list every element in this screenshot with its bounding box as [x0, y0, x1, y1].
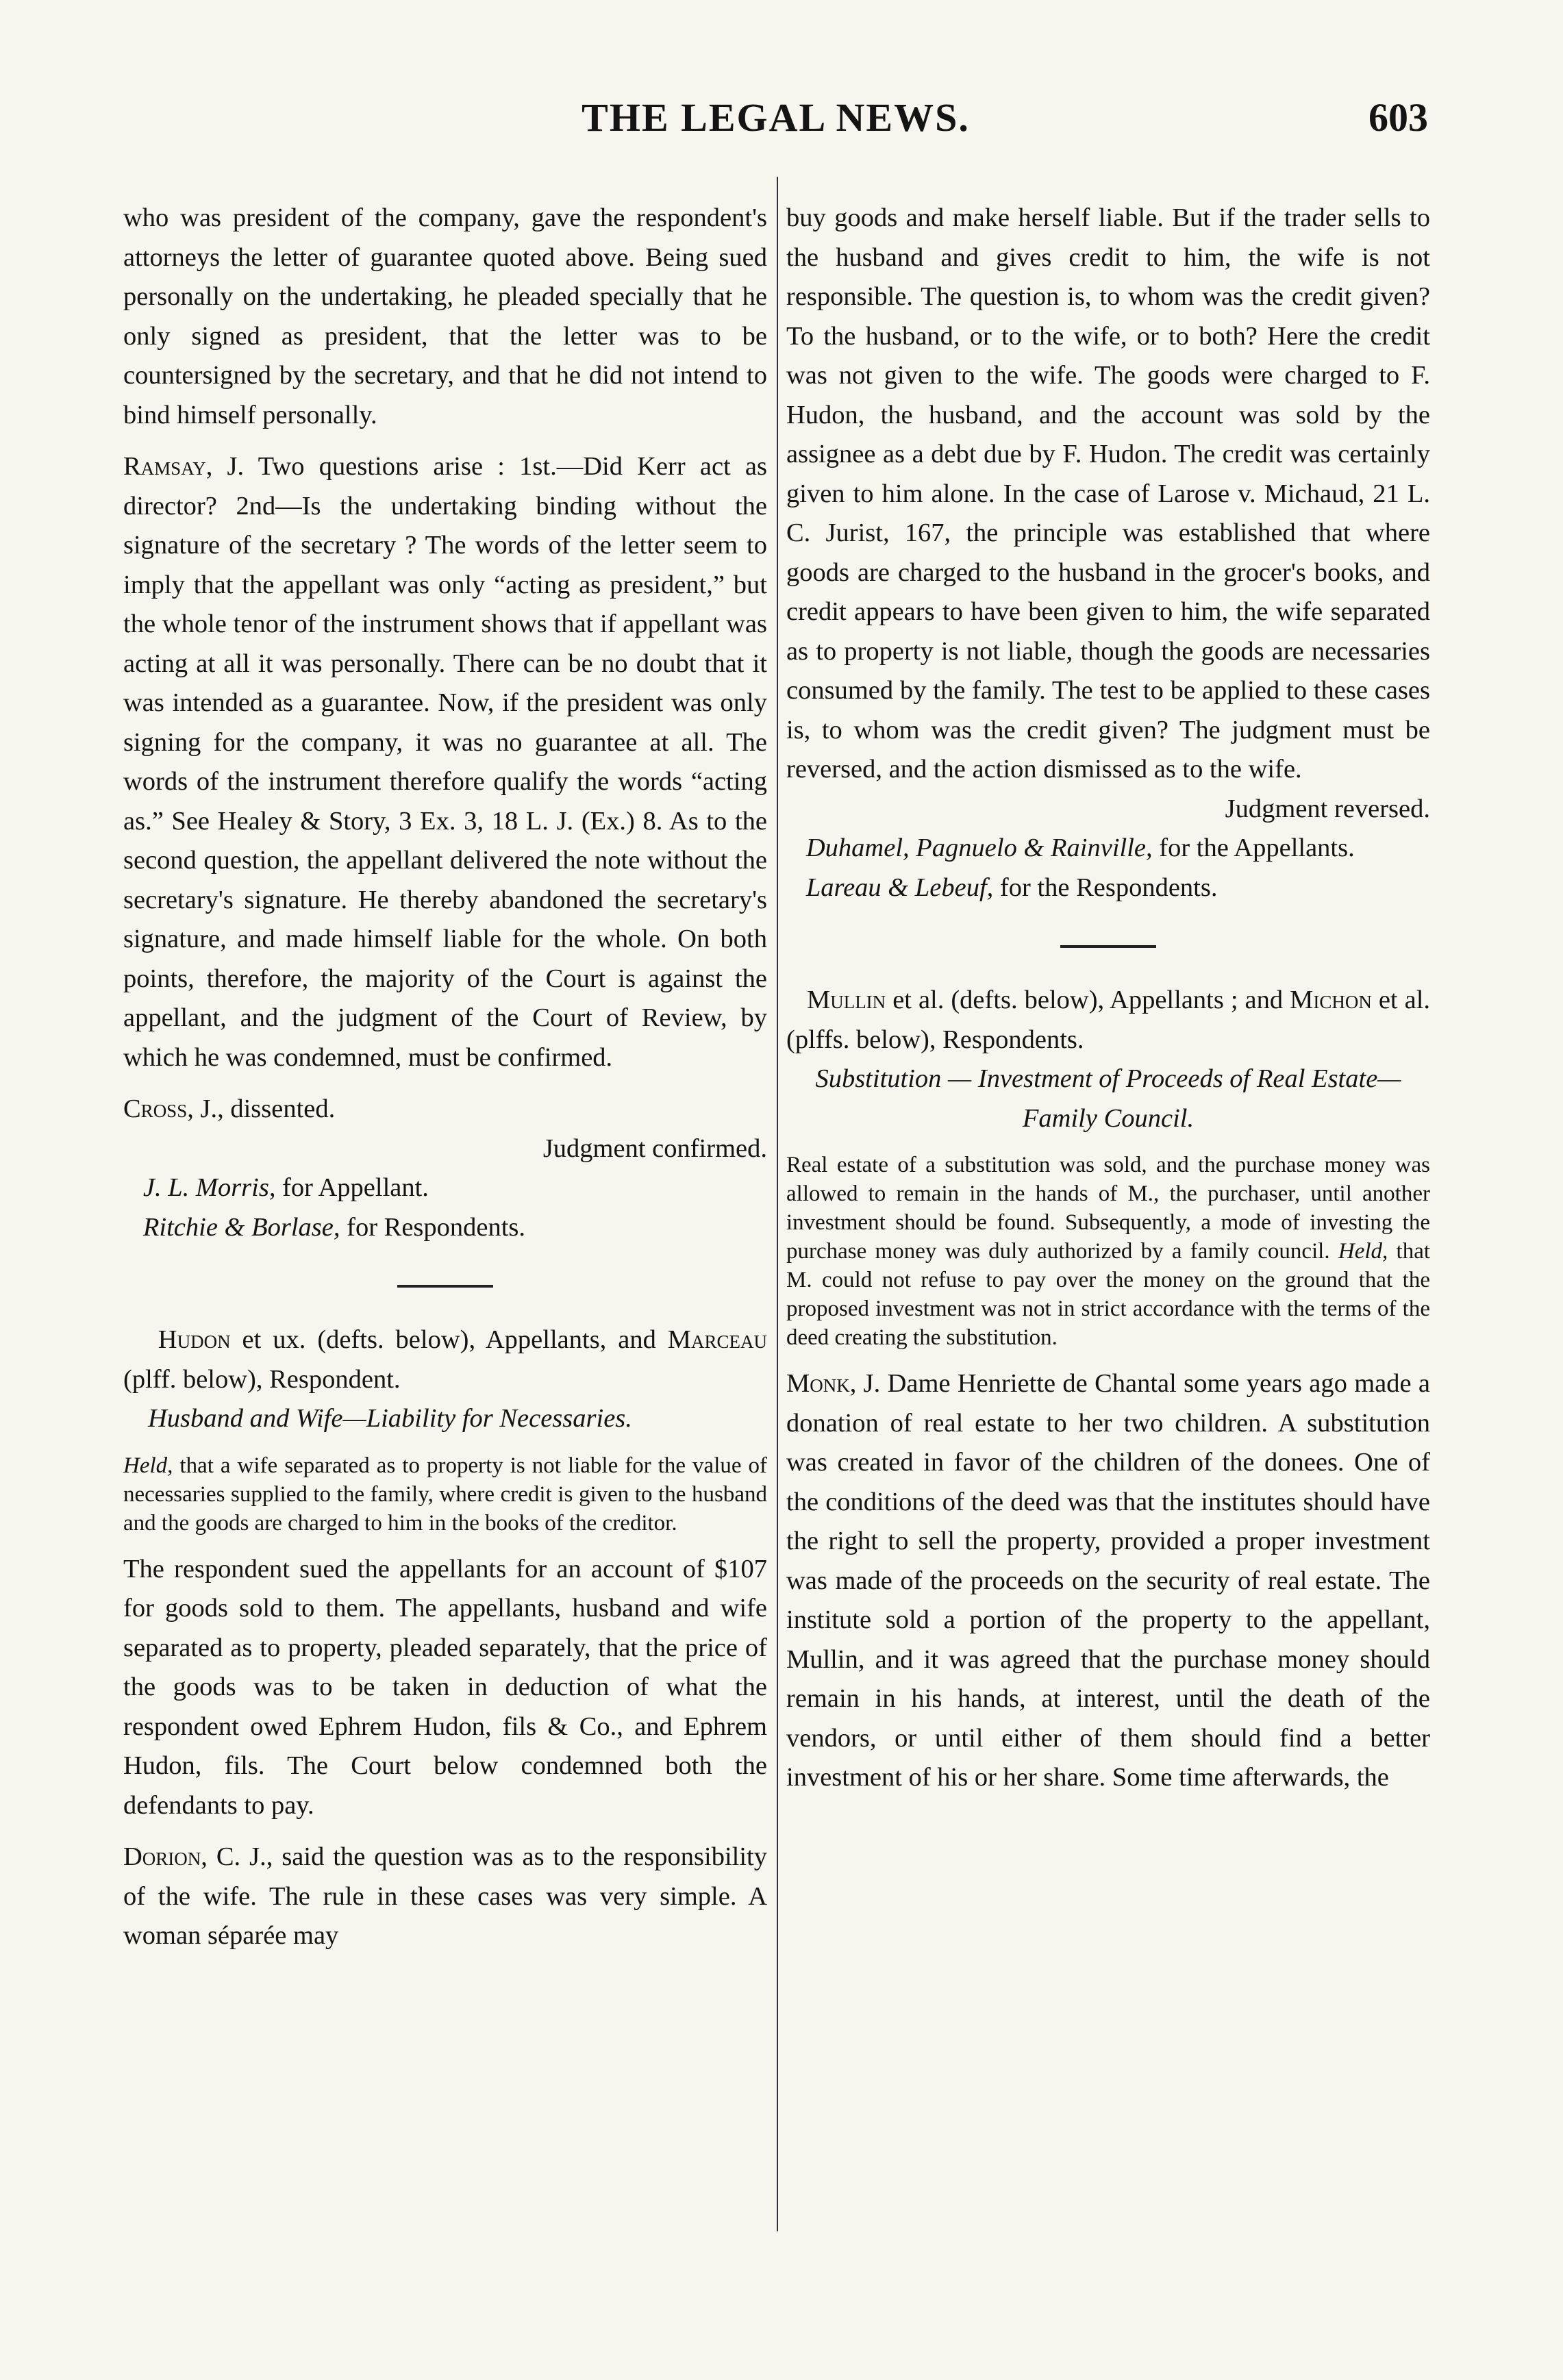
party-name: Mullin	[806, 986, 886, 1014]
headnote-text: Real estate of a substitution was sold, and the purchase money was allowed to remain in the hands of M., the purchaser, until another investment should be found. Subsequently, a mode of investing the purchase money was duly authorized by a family council.	[786, 1153, 1430, 1264]
page-header	[123, 95, 1428, 142]
judgment-line: Judgment confirmed.	[542, 1133, 767, 1163]
held-label: Held,	[123, 1453, 173, 1478]
paragraph: buy goods and make herself liable. But if the trader sells to the husband and gives credit to him, the wife is not responsible. The question is, to whom was the credit given? To the husband, or to the wife, or to both? Here the credit was not given to the wife. The goods were charged to F. Hudon, the husband, and the account was sold by the assignee as a debt due by F. Hudon. The credit was certainly given to him alone. In the case of Larose v. Michaud, 21 L. C. Jurist, 167, the principle was established that where goods are charged to the husband in the grocer's books, and credit appears to have been given to him, the wife separated as to property is not liable, though the goods are necessaries consumed by the family. The test to be applied to these cases is, to whom was the credit given? The judgment must be reversed, and the action dismissed as to the wife.	[786, 203, 1430, 784]
counsel-line	[786, 868, 1430, 908]
case-title: Substitution — Investment of Proceeds of Real Estate—Family Council.	[815, 1064, 1401, 1133]
party-name: Hudon	[158, 1325, 231, 1354]
paragraph-text: said the question was as to the responsibility of the wife. The rule in these cases was very simple. A woman séparée may	[123, 1842, 767, 1950]
section-separator	[1060, 945, 1156, 948]
counsel-line	[786, 829, 1430, 868]
right-column	[786, 199, 1430, 1798]
paragraph	[123, 447, 767, 1077]
counsel-role: for the Appellants.	[1159, 834, 1355, 862]
party-name: Marceau	[667, 1325, 768, 1354]
counsel-role: for Appellant.	[282, 1173, 429, 1202]
paragraph-text: Two questions arise : 1st.—Did Kerr act as director? 2nd—Is the undertaking binding without the signature of the secretary ? The words of the letter seem to imply that the appellant was only “acting as president,” but the whole tenor of the instrument shows that if appellant was acting at all it was personally. There can be no doubt that it was intended as a guarantee. Now, if the president was only signing for the company, it was no guarantee at all. The words of the instrument therefore qualify the words “acting as.” See Healey & Story, 3 Ex. 3, 18 L. J. (Ex.) 8. As to the second question, the appellant delivered the note without the secretary's signature. He thereby abandoned the secretary's signature, and made himself liable for the whole. On both points, therefore, the majority of the Court is against the appellant, and the judgment of the Court of Review, by which he was condemned, must be confirmed.	[123, 452, 768, 1072]
case-parties	[786, 981, 1430, 1060]
headnote	[786, 1151, 1430, 1352]
case-parties	[123, 1320, 767, 1399]
counsel-role: for the Respondents.	[999, 873, 1218, 902]
judge-name: Ramsay, J.	[123, 452, 245, 481]
party-desc: et ux. (defts. below), Appellants, and	[242, 1325, 656, 1354]
judge-name: Monk, J.	[786, 1369, 881, 1398]
counsel-role: for Respondents.	[347, 1212, 526, 1242]
counsel-name: Lareau & Lebeuf,	[805, 873, 994, 902]
journal-title: THE LEGAL NEWS.	[582, 95, 970, 140]
judge-name: Cross, J.,	[123, 1094, 224, 1123]
judge-name: Dorion, C. J.,	[123, 1842, 273, 1871]
left-column	[123, 199, 767, 1956]
paragraph: who was president of the company, gave the respondent's attorneys the letter of guarantee quoted above. Being sued personally on the undertaking, he pleaded specially that he only signed as president, that the letter was to be countersigned by the secretary, and that he did not intend to bind himself personally.	[123, 203, 767, 429]
dissent-text: dissented.	[230, 1094, 336, 1123]
page-number: 603	[1368, 95, 1428, 140]
counsel-line	[123, 1168, 767, 1208]
headnote	[123, 1451, 767, 1538]
column-divider	[777, 177, 778, 2231]
counsel-name: Ritchie & Borlase,	[142, 1212, 340, 1242]
counsel-name: Duhamel, Pagnuelo & Rainville,	[805, 834, 1153, 862]
counsel-line	[123, 1208, 767, 1248]
section-separator	[397, 1285, 493, 1288]
headnote-text: that M. could not refuse to pay over the money on the ground that the proposed investment was not in strict accordance with the terms of the deed creating the substitution.	[786, 1239, 1431, 1350]
judgment-line: Judgment reversed.	[1225, 794, 1430, 823]
party-name: Michon	[1290, 986, 1372, 1014]
paragraph	[123, 1838, 767, 1956]
party-desc: (plff. below), Respondent.	[123, 1364, 401, 1394]
dissent-line	[123, 1090, 767, 1129]
held-label: Held,	[1338, 1239, 1388, 1264]
headnote-text: that a wife separated as to property is not liable for the value of necessaries supplied to the family, where credit is given to the husband and the goods are charged to him in the books of the creditor.	[123, 1453, 768, 1536]
paragraph	[786, 1364, 1430, 1798]
counsel-name: J. L. Morris,	[142, 1173, 276, 1202]
paragraph-text: Dame Henriette de Chantal some years ago made a donation of real estate to her two children. A substitution was created in favor of the children of the donees. One of the conditions of the deed was that the institutes should have the right to sell the property, provided a proper investment was made of the proceeds on the security of real estate. The institute sold a portion of the property to the appellant, Mullin, and it was agreed that the purchase money should remain in his hands, at interest, until the death of the vendors, or until either of them should find a better investment of his or her share. Some time afterwards, the	[786, 1369, 1430, 1792]
party-desc: et al. (plffs. below), Respondents.	[786, 986, 1431, 1054]
paragraph: The respondent sued the appellants for an account of $107 for goods sold to them. The appellants, husband and wife separated as to property, pleaded separately, that the price of the goods was to be taken in deduction of what the respondent owed Ephrem Hudon, fils & Co., and Ephrem Hudon, fils. The Court below condemned both the defendants to pay.	[123, 1554, 767, 1820]
case-title: Husband and Wife—Liability for Necessaries.	[148, 1404, 632, 1433]
party-desc: et al. (defts. below), Appellants ; and	[892, 986, 1284, 1014]
